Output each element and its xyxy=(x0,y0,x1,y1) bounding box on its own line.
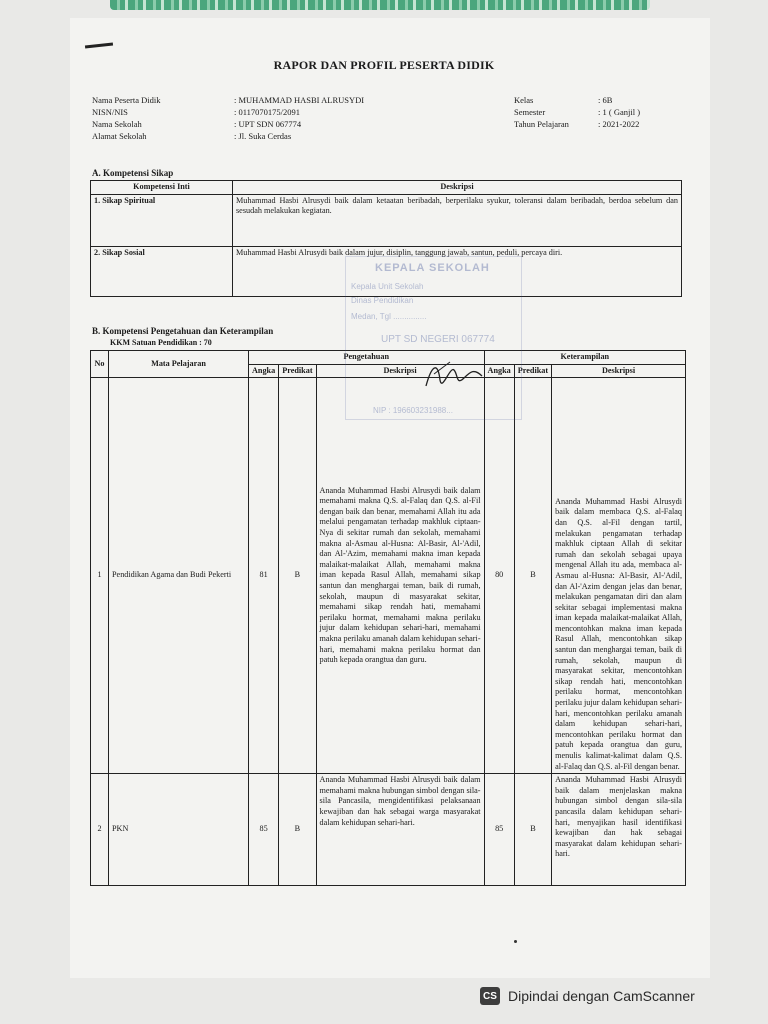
info-value: : 6B xyxy=(598,95,613,105)
row-subject: Pendidikan Agama dan Budi Pekerti xyxy=(109,378,249,774)
header-s-score: Angka xyxy=(484,364,514,378)
info-value: : UPT SDN 067774 xyxy=(234,119,302,129)
page-title: RAPOR DAN PROFIL PESERTA DIDIK xyxy=(273,58,495,72)
row-k-description: Ananda Muhammad Hasbi Alrusydi baik dalam memahami makna Q.S. al-Falaq dan Q.S. al-Fil dengan baik dan benar, memahami Allah itu ada melalui pengamatan terhadap makhluk ciptaan-Nya di sekitar rumah dan sekolah, memahami makna al-Asmau al-Husna: Al-Basir, Al-'Adil, dan Al-'Azim, memahami makna iman kepada malaikat-malaikat Allah, memahami makna iman kepada Rasul Allah, memahami sikap santun dan menghargai teman, baik di rumah, sekolah, maupun di masyarakat sekitar, memahami sikap rendah hati, memahami perilaku hormat, memahami makna perilaku jujur dalam kehidupan sehari-hari, memahami makna perilaku amanah dalam kehidupan sehari-hari, memahami makna perilaku hormat dan patuh kepada orangtua dan guru. xyxy=(316,378,484,774)
row-s-description: Ananda Muhammad Hasbi Alrusydi baik dalam menjelaskan makna hubungan simbol dengan sila-sila pancasila dalam kehidupan sehari-hari, menyajikan hasil identifikasi kewajiban dan hak sebagai masyarakat dalam kehidupan sehari-hari. xyxy=(552,774,686,886)
attitude-social-desc: Muhammad Hasbi Alrusydi baik dalam jujur, disiplin, tanggung jawab, santun, peduli, percaya diri. xyxy=(233,246,682,296)
table-row xyxy=(91,194,682,246)
info-row xyxy=(92,130,364,142)
table-header-row xyxy=(91,351,686,365)
info-label: Semester xyxy=(514,107,546,117)
stamp-line: NIP : 196603231988... xyxy=(373,406,453,415)
info-label: NISN/NIS xyxy=(92,107,128,117)
info-row xyxy=(514,106,640,118)
row-no: 2 xyxy=(91,774,109,886)
attitude-spiritual-label: 1. Sikap Spiritual xyxy=(91,194,233,246)
row-k-score: 85 xyxy=(249,774,279,886)
row-k-predicate: B xyxy=(279,774,316,886)
scan-top-edge xyxy=(110,0,650,10)
header-skill: Keterampilan xyxy=(484,351,685,365)
header-k-predicate: Predikat xyxy=(279,364,316,378)
student-info-left xyxy=(92,94,364,142)
header-k-description: Deskripsi xyxy=(316,364,484,378)
stamp-line: Dinas Pendidikan xyxy=(351,296,414,305)
row-k-score: 81 xyxy=(249,378,279,774)
info-row xyxy=(92,94,364,106)
stamp-line: UPT SD NEGERI 067774 xyxy=(381,334,495,345)
camscanner-icon: CS xyxy=(480,987,500,1005)
row-s-score: 85 xyxy=(484,774,514,886)
student-info-right xyxy=(514,94,640,130)
info-value: : 1 ( Ganjil ) xyxy=(598,107,641,117)
attitude-social-label: 2. Sikap Sosial xyxy=(91,246,233,296)
signature-icon xyxy=(420,356,490,396)
info-row xyxy=(92,106,364,118)
table-row xyxy=(91,378,686,774)
camscanner-text: Dipindai dengan CamScanner xyxy=(508,988,695,1004)
header-kompetensi-inti: Kompetensi Inti xyxy=(91,181,233,195)
header-no: No xyxy=(91,351,109,378)
attitude-spiritual-desc: Muhammad Hasbi Alrusydi baik dalam ketaatan beribadah, berperilaku syukur, toleransi dalam beribadah, berdoa sebelum dan sesudah melakukan kegiatan. xyxy=(233,194,682,246)
row-k-predicate: B xyxy=(279,378,316,774)
info-label: Nama Peserta Didik xyxy=(92,95,161,105)
info-row xyxy=(514,118,640,130)
info-label: Alamat Sekolah xyxy=(92,131,147,141)
info-row xyxy=(92,118,364,130)
header-s-predicate: Predikat xyxy=(514,364,551,378)
stamp-line: Kepala Unit Sekolah xyxy=(351,282,424,291)
info-value: : MUHAMMAD HASBI ALRUSYDI xyxy=(234,95,365,105)
info-row xyxy=(514,94,640,106)
header-k-score: Angka xyxy=(249,364,279,378)
table-row xyxy=(91,246,682,296)
kkm-label: KKM Satuan Pendidikan : 70 xyxy=(110,338,212,347)
header-subject: Mata Pelajaran xyxy=(109,351,249,378)
row-s-predicate: B xyxy=(514,774,551,886)
camscanner-watermark xyxy=(480,984,750,1008)
ink-dot xyxy=(514,940,517,943)
section-b-title: B. Kompetensi Pengetahuan dan Keterampilan xyxy=(92,326,274,336)
row-s-predicate: B xyxy=(514,378,551,774)
attitude-table xyxy=(90,180,682,297)
table-header-row xyxy=(91,181,682,195)
row-s-description: Ananda Muhammad Hasbi Alrusydi baik dalam membaca Q.S. al-Falaq dan Q.S. al-Fil dengan tartil, melakukan pengamatan terhadap makhluk ciptaan Allah di sekitar rumah dan sekolah sebagai upaya mengenal Allah itu ada, membaca al-Asmau al-Husna: Al-Basir, Al-'Adil, dan Al-'Azim dengan jelas dan benar, melakukan pengamatan diri dan alam sekitar sebagai implementasi makna iman kepada malaikat-malaikat Allah, mencontohkan makna iman kepada Rasul Allah, mencontohkan sikap santun dan menghargai teman, baik di rumah, sekolah, maupun di masyarakat sekitar, mencontohkan sikap rendah hati, mencontohkan perilaku hormat, mencontohkan perilaku jujur dalam kehidupan sehari-hari, mencontohkan perilaku amanah dalam kehidupan sehari-hari, mencontohkan perilaku hormat dan patuh kepada orangtua dan guru, menulis kalimat-kalimat dalam Q.S. al-Falaq dan Q.S. al-Fil dengan benar. xyxy=(552,378,686,774)
info-value: : Jl. Suka Cerdas xyxy=(234,131,292,141)
row-s-score: 80 xyxy=(484,378,514,774)
info-label: Kelas xyxy=(514,95,534,105)
info-value: : 2021-2022 xyxy=(598,119,640,129)
row-no: 1 xyxy=(91,378,109,774)
row-subject: PKN xyxy=(109,774,249,886)
header-deskripsi: Deskripsi xyxy=(233,181,682,195)
stamp-line: KEPALA SEKOLAH xyxy=(375,262,490,274)
knowledge-skill-table xyxy=(90,350,686,886)
stamp-line: Medan, Tgl ............... xyxy=(351,312,427,321)
row-k-description: Ananda Muhammad Hasbi Alrusydi baik dalam memahami makna hubungan simbol dengan sila-sila Pancasila, mengidentifikasi pelaksanaan kewajiban dan hak sebagai warga masyarakat dalam kehidupan sehari-hari. xyxy=(316,774,484,886)
header-knowledge: Pengetahuan xyxy=(249,351,485,365)
section-a-title: A. Kompetensi Sikap xyxy=(92,168,174,178)
info-value: : 0117070175/2091 xyxy=(234,107,301,117)
header-s-description: Deskripsi xyxy=(552,364,686,378)
info-label: Nama Sekolah xyxy=(92,119,142,129)
table-row xyxy=(91,774,686,886)
info-label: Tahun Pelajaran xyxy=(514,119,569,129)
